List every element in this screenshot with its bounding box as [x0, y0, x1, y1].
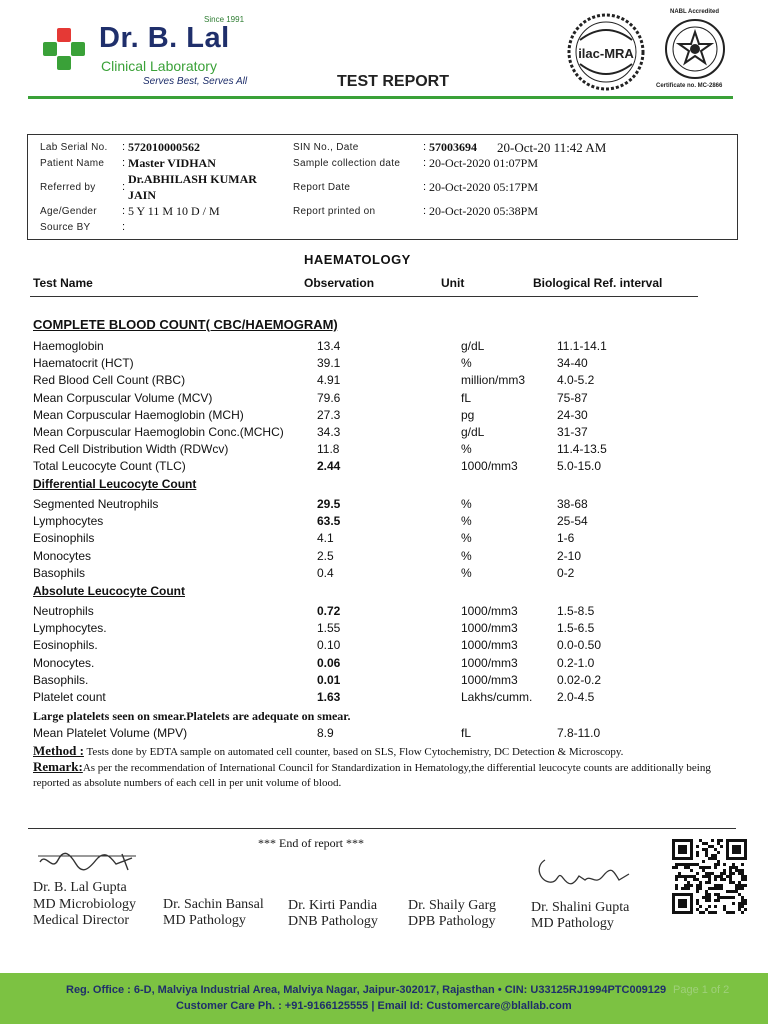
colon: :: [423, 181, 427, 193]
page-number: Page 1 of 2: [673, 984, 730, 996]
test-name: Basophils.: [33, 672, 89, 687]
table-row: [0, 408, 768, 425]
observation: 13.4: [317, 339, 341, 353]
reference-interval: 1.5-6.5: [557, 621, 595, 636]
table-row: [0, 373, 768, 390]
column-header-test-name: Test Name: [33, 276, 93, 290]
differential-subheading: Differential Leucocyte Count: [33, 477, 197, 491]
observation: 27.3: [317, 407, 341, 422]
observation: 79.6: [317, 390, 341, 405]
column-header-observation: Observation: [304, 276, 375, 290]
signatory-name-4: Dr. Shaily Garg: [408, 898, 497, 913]
signatory-name-3: Dr. Kirti Pandia: [288, 898, 378, 913]
test-name: Mean Corpuscular Volume (MCV): [33, 390, 213, 405]
table-row: [0, 356, 768, 373]
unit: Lakhs/cumm.: [461, 690, 533, 704]
reference-interval: 25-54: [557, 514, 588, 529]
end-divider: [28, 828, 736, 829]
signatory-degree-3: DNB Pathology: [288, 914, 378, 929]
observation: 1.63: [317, 690, 341, 704]
column-header-divider: [30, 296, 698, 297]
footer-bar: [0, 973, 768, 1024]
observation: 34.3: [317, 425, 341, 439]
referred-by-value-line1: Dr.ABHILASH KUMAR: [128, 172, 257, 186]
test-name: Haematocrit (HCT): [33, 356, 134, 371]
referred-by-label: Referred by: [40, 182, 96, 193]
report-printed-value: 20-Oct-2020 05:38PM: [429, 204, 538, 218]
unit: 1000/mm3: [461, 672, 518, 687]
observation: 1.55: [317, 621, 341, 636]
absolute-subheading: Absolute Leucocyte Count: [33, 584, 186, 598]
table-row: [0, 425, 768, 442]
observation: 11.8: [317, 442, 340, 457]
test-name: Mean Corpuscular Haemoglobin Conc.(MCHC): [33, 425, 284, 439]
since-text: Since 1991: [204, 15, 245, 24]
reference-interval: 31-37: [557, 425, 588, 439]
observation: 4.1: [317, 531, 334, 546]
sample-collection-value: 20-Oct-2020 01:07PM: [429, 156, 538, 170]
reference-interval: 2-10: [557, 548, 582, 563]
table-row: [0, 514, 768, 531]
table-row: [0, 673, 768, 690]
table-row: [0, 459, 768, 476]
ilac-logo-text: ilac-MRA: [578, 46, 634, 61]
smear-note: Large platelets seen on smear.Platelets are adequate on smear.: [33, 709, 351, 723]
sample-collection-label: Sample collection date: [293, 158, 401, 169]
column-header-unit: Unit: [441, 276, 465, 290]
colon: :: [122, 141, 126, 153]
test-name: Neutrophils: [33, 604, 94, 618]
observation: 0.72: [317, 604, 341, 618]
reference-interval: 24-30: [557, 407, 588, 422]
colon: :: [122, 205, 126, 217]
unit: fL: [461, 726, 472, 740]
sin-date-label: SIN No., Date: [293, 142, 359, 153]
observation: 0.4: [317, 565, 334, 580]
table-row: [0, 621, 768, 638]
unit: g/dL: [461, 425, 485, 439]
reference-interval: 5.0-15.0: [557, 459, 602, 474]
test-name: Segmented Neutrophils: [33, 497, 159, 511]
signatory-degree-5: MD Pathology: [531, 916, 614, 931]
header-divider: [28, 96, 733, 99]
test-name: Basophils: [33, 565, 86, 580]
table-row: [0, 497, 768, 514]
qr-code-icon: [670, 838, 750, 914]
table-row: [0, 339, 768, 356]
signature-b-lal-gupta: [36, 848, 140, 876]
reference-interval: 4.0-5.2: [557, 373, 595, 388]
age-gender-label: Age/Gender: [40, 206, 97, 217]
observation: 63.5: [317, 514, 341, 529]
reference-interval: 7.8-11.0: [557, 726, 601, 740]
reference-interval: 34-40: [557, 356, 588, 371]
brand-tagline: Serves Best, Serves All: [143, 76, 248, 87]
signatory-name-1: Dr. B. Lal Gupta: [33, 880, 127, 895]
table-row: [0, 690, 768, 707]
nabl-seal-icon: [664, 18, 726, 80]
test-name: Total Leucocyte Count (TLC): [33, 459, 186, 474]
colon: :: [122, 221, 126, 233]
remark-label: Remark:: [33, 759, 83, 774]
unit: %: [461, 514, 472, 529]
table-row: [0, 442, 768, 459]
reference-interval: 75-87: [557, 390, 588, 405]
unit: million/mm3: [461, 373, 526, 388]
ilac-mra-logo: [566, 12, 646, 92]
test-name: Monocytes: [33, 548, 92, 563]
unit: 1000/mm3: [461, 655, 518, 670]
method-label: Method :: [33, 743, 84, 758]
unit: %: [461, 531, 472, 546]
observation: 0.06: [317, 655, 341, 670]
observation: 8.9: [317, 726, 334, 740]
unit: 1000/mm3: [461, 621, 518, 636]
footer-contact: Customer Care Ph. : +91-9166125555 | Email Id: Customercare@blallab.com: [176, 1000, 572, 1012]
test-name: Eosinophils.: [33, 638, 98, 653]
reference-interval: 11.1-14.1: [557, 339, 607, 353]
report-date-label: Report Date: [293, 182, 351, 193]
colon: :: [423, 157, 427, 169]
table-row: [0, 656, 768, 673]
observation: 0.10: [317, 638, 341, 653]
panel-title: COMPLETE BLOOD COUNT( CBC/HAEMOGRAM): [33, 317, 338, 332]
signatory-degree-2: MD Pathology: [163, 913, 246, 928]
test-name: Lymphocytes: [33, 514, 104, 529]
unit: %: [461, 548, 472, 563]
logo-cross-icon: [41, 26, 87, 72]
reference-interval: 1.5-8.5: [557, 604, 595, 618]
patient-name-label: Patient Name: [40, 158, 105, 169]
reference-interval: 0.0-0.50: [557, 638, 602, 653]
source-by-label: Source BY: [40, 222, 91, 233]
nabl-title: NABL Accredited: [670, 9, 720, 15]
test-name: Red Cell Distribution Width (RDWcv): [33, 442, 229, 457]
footer-address: Reg. Office : 6-D, Malviya Industrial Area, Malviya Nagar, Jaipur-302017, Rajasthan • CIN: U33125RJ1994PTC009129: [66, 984, 667, 996]
observation: 39.1: [317, 356, 341, 371]
report-title: TEST REPORT: [337, 73, 450, 90]
reference-interval: 11.4-13.5: [557, 442, 607, 457]
test-name: Monocytes.: [33, 655, 95, 670]
unit: g/dL: [461, 339, 485, 353]
table-row: [0, 549, 768, 566]
reference-interval: 1-6: [557, 531, 575, 546]
signature-shalini-gupta: [533, 856, 633, 896]
test-name: Eosinophils: [33, 531, 95, 546]
referred-by-value-line2: JAIN: [128, 188, 157, 202]
brand-subtitle: Clinical Laboratory: [101, 58, 217, 74]
test-name: Platelet count: [33, 690, 106, 704]
table-row: [0, 531, 768, 548]
sin-date-value: 20-Oct-20 11:42 AM: [497, 140, 607, 155]
signatory-name-5: Dr. Shalini Gupta: [531, 900, 630, 915]
colon: :: [122, 157, 126, 169]
table-row-mpv: [0, 726, 768, 743]
observation: 4.91: [317, 373, 341, 388]
lab-serial-label: Lab Serial No.: [40, 142, 108, 153]
signatory-title-1: Medical Director: [33, 913, 130, 928]
reference-interval: 0.02-0.2: [557, 672, 602, 687]
method-note: [33, 743, 733, 759]
colon: :: [423, 141, 427, 153]
report-printed-label: Report printed on: [293, 206, 376, 217]
observation: 0.01: [317, 672, 341, 687]
signatory-degree-4: DPB Pathology: [408, 914, 496, 929]
colon: :: [122, 181, 126, 193]
age-gender-value: 5 Y 11 M 10 D / M: [128, 204, 220, 218]
patient-name-value: Master VIDHAN: [128, 156, 216, 170]
signatory-degree-1: MD Microbiology: [33, 897, 137, 912]
remark-note: [33, 759, 733, 791]
observation: 2.5: [317, 548, 334, 563]
unit: 1000/mm3: [461, 638, 518, 653]
table-row: [0, 604, 768, 621]
nabl-certificate-number: Certificate no. MC-2866: [656, 83, 723, 89]
end-of-report: *** End of report ***: [258, 836, 364, 850]
unit: 1000/mm3: [461, 604, 518, 618]
observation: 2.44: [317, 459, 341, 474]
table-row: [0, 638, 768, 655]
unit: %: [461, 565, 472, 580]
brand-name: Dr. B. Lal: [99, 22, 230, 54]
report-date-value: 20-Oct-2020 05:17PM: [429, 180, 538, 194]
lab-serial-value: 572010000562: [128, 140, 200, 154]
colon: :: [423, 205, 427, 217]
table-row: [0, 566, 768, 583]
signatory-name-2: Dr. Sachin Bansal: [163, 897, 264, 912]
remark-text: As per the recommendation of International Council for Standardization in Hematology,the differential leucocyte counts are additionally being reported as absolute numbers of each cell in per unit volume of blood.: [33, 762, 711, 789]
sin-value: 57003694: [429, 140, 477, 154]
unit: %: [461, 497, 472, 511]
reference-interval: 2.0-4.5: [557, 690, 595, 704]
test-name: Haemoglobin: [33, 339, 104, 353]
test-name: Red Blood Cell Count (RBC): [33, 373, 186, 388]
reference-interval: 0-2: [557, 565, 575, 580]
reference-interval: 0.2-1.0: [557, 655, 595, 670]
unit: fL: [461, 390, 472, 405]
column-header-reference: Biological Ref. interval: [533, 276, 663, 290]
test-name: Mean Platelet Volume (MPV): [33, 726, 188, 740]
unit: %: [461, 356, 472, 371]
method-text: Tests done by EDTA sample on automated cell counter, based on SLS, Flow Cytochemistry, DC Detection & Microscopy.: [86, 746, 624, 758]
test-name: Mean Corpuscular Haemoglobin (MCH): [33, 407, 244, 422]
section-title: HAEMATOLOGY: [304, 252, 411, 267]
table-row: [0, 391, 768, 408]
observation: 29.5: [317, 497, 341, 511]
unit: %: [461, 442, 472, 457]
unit: 1000/mm3: [461, 459, 518, 474]
test-name: Lymphocytes.: [33, 621, 107, 636]
reference-interval: 38-68: [557, 497, 588, 511]
unit: pg: [461, 407, 475, 422]
